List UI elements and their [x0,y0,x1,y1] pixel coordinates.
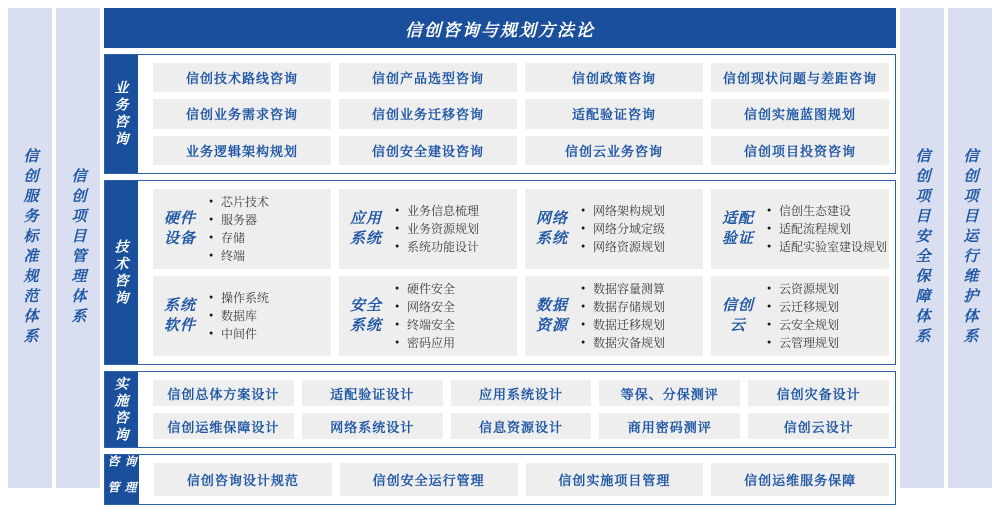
bullet-item: ● 数据存储规划 [581,298,701,316]
tech-card-application [339,189,517,269]
tech-card-title: 网络系统 [535,209,568,247]
bullet-item: ● 网络架构规划 [581,202,701,220]
section-implementation-consulting [104,371,896,448]
bullet-item: ● 云安全规划 [767,316,887,334]
tech-card-adaptation [711,189,889,269]
tech-card-title: 信创云 [721,296,754,334]
bullet-item: ● 系统功能设计 [395,238,515,256]
tech-card-title: 数据资源 [535,296,568,334]
business-item: 信创实施蓝图规划 [711,99,889,128]
bullet-item: ● 云迁移规划 [767,298,887,316]
bullet-item: ● 云资源规划 [767,280,887,298]
tech-card-system-software [153,276,331,356]
bullet-item: ● 数据容量测算 [581,280,701,298]
implementation-item: 信创灾备设计 [748,380,889,406]
business-item: 信创业务迁移咨询 [339,99,517,128]
business-item: 信创现状问题与差距咨询 [711,63,889,92]
bullet-item: ● 网络分域定级 [581,220,701,238]
business-item: 信创产品选型咨询 [339,63,517,92]
section-consulting-management [104,454,896,505]
section-business-consulting [104,54,896,174]
bullet-item: ● 业务资源规划 [395,220,515,238]
business-item: 信创业务需求咨询 [153,99,331,128]
tech-card-title: 适配验证 [721,209,754,247]
tech-card-title: 硬件设备 [163,209,196,247]
bullet-item: ● 密码应用 [395,334,515,352]
tech-card-bullets [209,193,329,265]
tech-card-network [525,189,703,269]
implementation-item: 网络系统设计 [302,413,443,439]
implementation-item: 商用密码测评 [599,413,740,439]
management-item: 信创实施项目管理 [526,463,704,496]
bullet-item: ● 适配实验室建设规划 [767,238,887,256]
section-label-management [105,455,139,504]
bullet-item: ● 终端安全 [395,316,515,334]
bullet-item: ● 信创生态建设 [767,202,887,220]
bullet-item: ● 芯片技术 [209,193,329,211]
business-item: 信创云业务咨询 [525,136,703,165]
business-item: 信创项目投资咨询 [711,136,889,165]
implementation-item: 信息资源设计 [451,413,592,439]
tech-card-bullets [395,202,515,256]
label-column: 管理 [106,480,137,494]
section-label-implementation: 实施咨询 [105,372,138,447]
bullet-item: ● 存储 [209,229,329,247]
implementation-item: 等保、分保测评 [599,380,740,406]
tech-card-bullets [209,289,329,343]
bullet-item: ● 硬件安全 [395,280,515,298]
bullet-item: ● 网络资源规划 [581,238,701,256]
implementation-item: 适配验证设计 [302,380,443,406]
implementation-item: 信创运维保障设计 [153,413,294,439]
diagram-title: 信创咨询与规划方法论 [104,8,896,48]
tech-card-data-resource [525,276,703,356]
business-item: 信创技术路线咨询 [153,63,331,92]
tech-card-bullets [581,202,701,256]
bullet-item: ● 业务信息梳理 [395,202,515,220]
bullet-item: ● 服务器 [209,211,329,229]
technical-cards-grid [138,181,895,364]
business-item: 适配验证咨询 [525,99,703,128]
label-column: 咨询 [106,455,137,468]
tech-card-security [339,276,517,356]
business-items-grid [138,55,895,173]
bullet-item: ● 中间件 [209,325,329,343]
pillar-security-assurance: 信创项目安全保障体系 [900,8,944,488]
implementation-item: 应用系统设计 [451,380,592,406]
bullet-item: ● 适配流程规划 [767,220,887,238]
business-item: 业务逻辑架构规划 [153,136,331,165]
tech-card-bullets [767,202,887,256]
management-items-grid [139,455,895,504]
bullet-item: ● 数据库 [209,307,329,325]
pillar-service-standard: 信创服务标准规范体系 [8,8,52,488]
bullet-item: ● 数据灾备规划 [581,334,701,352]
bullet-item: ● 云管理规划 [767,334,887,352]
business-item: 信创政策咨询 [525,63,703,92]
management-item: 信创咨询设计规范 [154,463,332,496]
bullet-item: ● 操作系统 [209,289,329,307]
section-label-technical: 技术咨询 [105,181,138,364]
bullet-item: ● 终端 [209,247,329,265]
tech-card-bullets [767,280,887,352]
implementation-item: 信创总体方案设计 [153,380,294,406]
tech-card-hardware [153,189,331,269]
tech-card-title: 系统软件 [163,296,196,334]
tech-card-xinchuang-cloud [711,276,889,356]
management-item: 信创安全运行管理 [340,463,518,496]
tech-card-bullets [581,280,701,352]
tech-card-title: 应用系统 [349,209,382,247]
bullet-item: ● 网络安全 [395,298,515,316]
pillar-project-management: 信创项目管理体系 [56,8,100,488]
bullet-item: ● 数据迁移规划 [581,316,701,334]
tech-card-title: 安全系统 [349,296,382,334]
implementation-items-grid [138,372,895,447]
business-item: 信创安全建设咨询 [339,136,517,165]
diagram-body [104,8,896,494]
section-label-business: 业务咨询 [105,55,138,173]
pillar-operation-maintenance: 信创项目运行维护体系 [948,8,992,488]
tech-card-bullets [395,280,515,352]
management-item: 信创运维服务保障 [711,463,889,496]
section-technical-consulting [104,180,896,365]
implementation-item: 信创云设计 [748,413,889,439]
